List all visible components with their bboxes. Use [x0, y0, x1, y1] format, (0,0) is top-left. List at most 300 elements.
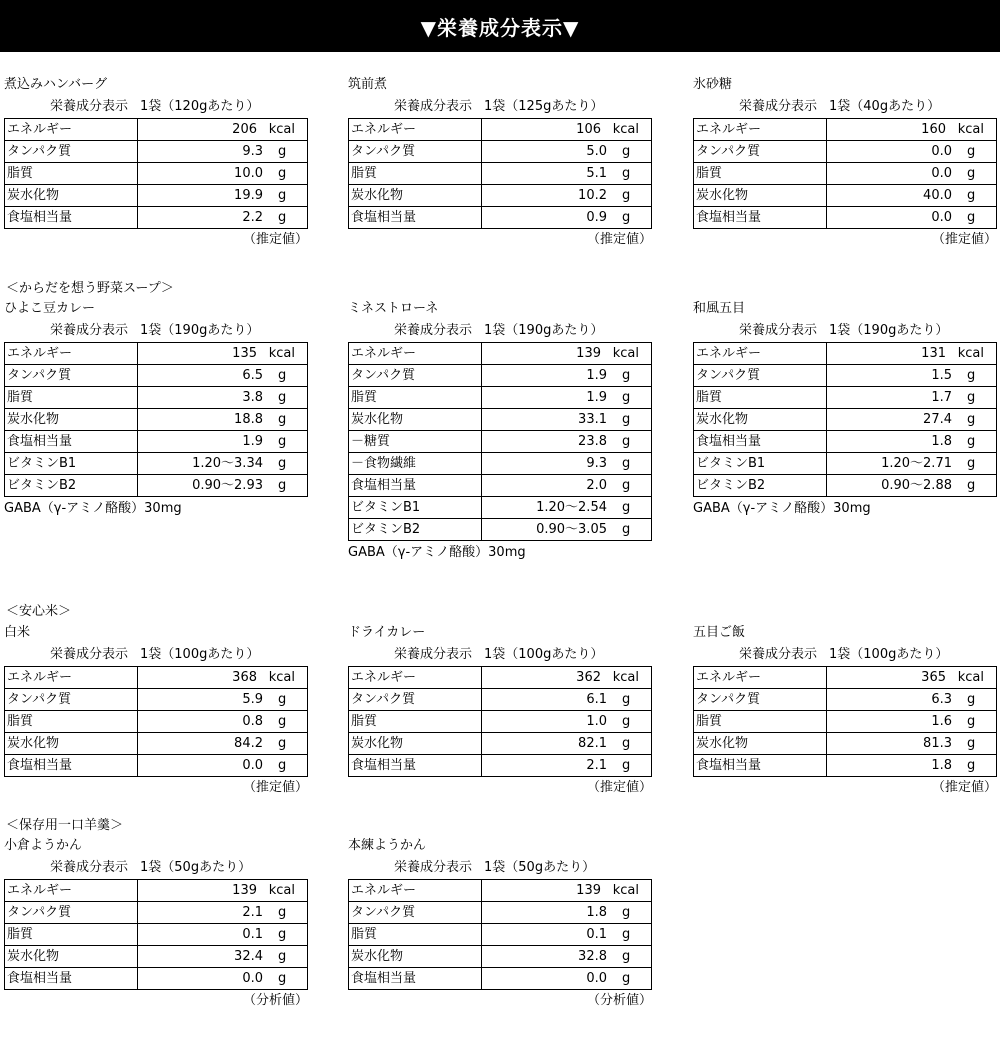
product-name: ミネストローネ — [348, 301, 439, 316]
nutrient-unit: g — [278, 927, 287, 942]
nutrient-name: タンパク質 — [349, 141, 482, 163]
gaba-note: GABA（γ-アミノ酪酸）30mg — [348, 545, 526, 560]
nutrition-row — [5, 475, 308, 497]
nutrition-row — [694, 689, 997, 711]
nutrient-name: 炭水化物 — [5, 733, 138, 755]
nutrient-name: エネルギー — [5, 119, 138, 141]
nutrition-row — [5, 431, 308, 453]
gaba-note: GABA（γ-アミノ酪酸）30mg — [4, 501, 182, 516]
nutrient-value: 139 — [576, 883, 601, 898]
nutrient-unit: g — [622, 390, 631, 405]
nutrient-value-cell — [138, 902, 308, 924]
nutrient-value-cell — [827, 755, 997, 777]
nutrient-unit: g — [622, 736, 631, 751]
product-name: 氷砂糖 — [693, 77, 733, 92]
nutrient-unit: kcal — [957, 670, 984, 685]
estimate-note: （推定値） — [242, 780, 308, 795]
nutrient-value: 0.90～2.88 — [881, 478, 952, 493]
serving-label: 栄養成分表示 — [739, 323, 818, 338]
nutrient-name: 脂質 — [5, 924, 138, 946]
nutrient-value: 1.20～3.34 — [192, 456, 263, 471]
nutrient-value-cell — [482, 497, 652, 519]
nutrition-row — [694, 755, 997, 777]
nutrition-row — [349, 475, 652, 497]
nutrient-value-cell — [138, 453, 308, 475]
nutrient-unit: g — [967, 144, 976, 159]
nutrient-unit: g — [967, 434, 976, 449]
nutrient-name: 脂質 — [349, 924, 482, 946]
nutrient-unit: g — [622, 500, 631, 515]
nutrient-name: タンパク質 — [349, 902, 482, 924]
nutrition-row — [694, 365, 997, 387]
product-block — [4, 75, 310, 251]
nutrient-unit: g — [278, 971, 287, 986]
nutrition-row — [5, 946, 308, 968]
nutrition-row — [349, 387, 652, 409]
product-block — [348, 75, 654, 251]
nutrient-name: エネルギー — [694, 667, 827, 689]
nutrition-table — [4, 118, 308, 229]
nutrition-row — [349, 880, 652, 902]
nutrient-value: 84.2 — [234, 736, 263, 751]
section-heading: ＜安心米＞ — [6, 604, 72, 619]
product-name: 筑前煮 — [348, 77, 388, 92]
nutrient-name: エネルギー — [349, 119, 482, 141]
nutrient-unit: kcal — [957, 122, 984, 137]
nutrient-name: タンパク質 — [5, 902, 138, 924]
nutrient-name: 脂質 — [694, 387, 827, 409]
nutrient-unit: g — [622, 949, 631, 964]
nutrient-value-cell — [138, 141, 308, 163]
nutrient-unit: g — [967, 736, 976, 751]
nutrition-row — [5, 365, 308, 387]
nutrition-row — [349, 409, 652, 431]
nutrient-name: 炭水化物 — [349, 733, 482, 755]
nutrient-value: 9.3 — [242, 144, 263, 159]
nutrition-row — [5, 667, 308, 689]
nutrient-value: 6.5 — [242, 368, 263, 383]
nutrient-value-cell — [138, 475, 308, 497]
nutrient-name: タンパク質 — [694, 141, 827, 163]
nutrient-unit: g — [278, 390, 287, 405]
nutrient-value-cell — [138, 689, 308, 711]
nutrient-name: エネルギー — [349, 343, 482, 365]
nutrient-value: 32.4 — [234, 949, 263, 964]
nutrition-table — [348, 118, 652, 229]
serving-size: 1袋（100gあたり） — [829, 647, 949, 662]
nutrient-value: 1.8 — [931, 758, 952, 773]
nutrient-unit: g — [622, 971, 631, 986]
nutrient-value-cell — [138, 968, 308, 990]
nutrient-value-cell — [482, 365, 652, 387]
product-name: ドライカレー — [348, 625, 426, 640]
nutrient-value: 1.6 — [931, 714, 952, 729]
nutrient-unit: g — [278, 434, 287, 449]
nutrient-unit: g — [967, 714, 976, 729]
product-name: 小倉ようかん — [4, 838, 83, 853]
nutrient-value-cell — [482, 119, 652, 141]
serving-size: 1袋（50gあたり） — [484, 860, 596, 875]
nutrition-row — [5, 185, 308, 207]
nutrition-row — [349, 207, 652, 229]
nutrient-value-cell — [138, 711, 308, 733]
estimate-note: （推定値） — [586, 232, 652, 247]
nutrient-name: 食塩相当量 — [349, 475, 482, 497]
nutrient-unit: kcal — [268, 670, 295, 685]
nutrient-value: 5.0 — [586, 144, 607, 159]
nutrient-value-cell — [827, 409, 997, 431]
nutrition-row — [694, 141, 997, 163]
nutrition-row — [349, 119, 652, 141]
nutrient-value-cell — [827, 119, 997, 141]
product-block — [4, 623, 310, 799]
nutrition-row — [694, 431, 997, 453]
nutrient-unit: g — [622, 927, 631, 942]
serving-label: 栄養成分表示 — [394, 99, 473, 114]
nutrition-row — [5, 968, 308, 990]
product-name: 本練ようかん — [348, 838, 427, 853]
nutrient-value: 19.9 — [234, 188, 263, 203]
serving-line — [348, 856, 654, 879]
nutrient-value: 135 — [232, 346, 257, 361]
nutrient-value-cell — [827, 163, 997, 185]
serving-label: 栄養成分表示 — [394, 647, 473, 662]
nutrient-value: 0.0 — [242, 971, 263, 986]
nutrient-unit: kcal — [612, 122, 639, 137]
nutrition-table — [693, 118, 997, 229]
nutrient-value: 106 — [576, 122, 601, 137]
nutrition-row — [694, 711, 997, 733]
nutrient-value-cell — [827, 667, 997, 689]
nutrient-value-cell — [482, 946, 652, 968]
serving-line — [4, 856, 310, 879]
nutrition-table — [693, 666, 997, 777]
nutrient-unit: g — [622, 905, 631, 920]
nutrient-value: 0.0 — [931, 210, 952, 225]
nutrient-value: 18.8 — [234, 412, 263, 427]
serving-label: 栄養成分表示 — [50, 323, 129, 338]
nutrient-unit: g — [278, 456, 287, 471]
nutrition-row — [349, 185, 652, 207]
nutrient-unit: g — [622, 714, 631, 729]
nutrient-name: タンパク質 — [694, 365, 827, 387]
nutrient-unit: g — [278, 714, 287, 729]
serving-size: 1袋（190gあたり） — [484, 323, 604, 338]
nutrient-value: 2.1 — [586, 758, 607, 773]
page-banner: ▼栄養成分表示▼ — [0, 0, 1000, 52]
estimate-note: （推定値） — [931, 232, 997, 247]
nutrient-unit: g — [622, 368, 631, 383]
nutrient-value: 0.0 — [586, 971, 607, 986]
nutrition-table — [4, 342, 308, 497]
nutrient-value-cell — [827, 141, 997, 163]
nutrient-unit: g — [967, 692, 976, 707]
nutrition-row — [349, 733, 652, 755]
nutrient-value: 5.9 — [242, 692, 263, 707]
nutrition-row — [349, 497, 652, 519]
nutrient-value: 0.0 — [242, 758, 263, 773]
nutrient-value-cell — [138, 880, 308, 902]
nutrition-row — [5, 387, 308, 409]
nutrient-value: 6.1 — [586, 692, 607, 707]
nutrient-unit: g — [622, 144, 631, 159]
nutrient-name: 食塩相当量 — [694, 431, 827, 453]
nutrient-unit: g — [622, 166, 631, 181]
nutrient-name: エネルギー — [694, 119, 827, 141]
nutrient-value: 160 — [921, 122, 946, 137]
nutrient-value-cell — [827, 453, 997, 475]
nutrient-value-cell — [482, 924, 652, 946]
nutrient-name: －糖質 — [349, 431, 482, 453]
nutrient-unit: g — [967, 166, 976, 181]
nutrition-row — [349, 755, 652, 777]
serving-size: 1袋（100gあたり） — [140, 647, 260, 662]
nutrient-unit: g — [278, 736, 287, 751]
nutrient-value-cell — [482, 207, 652, 229]
product-block — [348, 836, 654, 1012]
nutrient-name: エネルギー — [5, 880, 138, 902]
product-block — [348, 623, 654, 799]
nutrition-row — [694, 409, 997, 431]
nutrient-value-cell — [827, 431, 997, 453]
nutrient-name: 食塩相当量 — [694, 755, 827, 777]
serving-size: 1袋（40gあたり） — [829, 99, 941, 114]
nutrient-value: 139 — [232, 883, 257, 898]
product-name: 和風五目 — [693, 301, 746, 316]
nutrient-value: 23.8 — [578, 434, 607, 449]
nutrient-value-cell — [827, 207, 997, 229]
nutrition-row — [349, 689, 652, 711]
nutrition-row — [5, 902, 308, 924]
nutrient-name: 食塩相当量 — [5, 431, 138, 453]
nutrition-row — [5, 453, 308, 475]
product-block — [693, 75, 999, 251]
nutrient-value-cell — [482, 453, 652, 475]
product-block — [348, 299, 654, 564]
nutrient-unit: g — [967, 210, 976, 225]
nutrient-unit: g — [622, 412, 631, 427]
nutrient-unit: kcal — [268, 346, 295, 361]
nutrition-row — [349, 902, 652, 924]
nutrition-row — [349, 365, 652, 387]
serving-label: 栄養成分表示 — [394, 323, 473, 338]
product-block — [693, 299, 999, 520]
nutrient-name: 脂質 — [349, 711, 482, 733]
nutrient-value-cell — [482, 968, 652, 990]
nutrition-row — [5, 343, 308, 365]
nutrient-name: エネルギー — [5, 343, 138, 365]
nutrition-row — [694, 667, 997, 689]
nutrient-name: タンパク質 — [5, 141, 138, 163]
nutrient-name: タンパク質 — [694, 689, 827, 711]
nutrient-unit: g — [967, 758, 976, 773]
nutrient-value-cell — [138, 343, 308, 365]
gaba-note: GABA（γ-アミノ酪酸）30mg — [693, 501, 871, 516]
serving-size: 1袋（190gあたり） — [829, 323, 949, 338]
nutrient-name: 食塩相当量 — [349, 968, 482, 990]
nutrient-unit: g — [622, 188, 631, 203]
nutrient-value-cell — [827, 387, 997, 409]
nutrient-unit: g — [278, 412, 287, 427]
nutrition-row — [349, 968, 652, 990]
serving-line — [348, 319, 654, 342]
nutrient-value-cell — [482, 667, 652, 689]
product-name: 煮込みハンバーグ — [4, 77, 108, 92]
nutrient-name: 炭水化物 — [349, 409, 482, 431]
nutrient-name: 炭水化物 — [349, 185, 482, 207]
nutrient-value: 1.8 — [931, 434, 952, 449]
product-block — [693, 623, 999, 799]
nutrient-name: タンパク質 — [5, 365, 138, 387]
nutrient-name: 炭水化物 — [694, 409, 827, 431]
nutrient-unit: g — [622, 478, 631, 493]
nutrient-name: －食物繊維 — [349, 453, 482, 475]
nutrient-unit: g — [622, 758, 631, 773]
nutrient-value-cell — [482, 755, 652, 777]
estimate-note: （分析値） — [586, 993, 652, 1008]
nutrient-value-cell — [482, 689, 652, 711]
nutrition-row — [349, 946, 652, 968]
nutrition-row — [694, 733, 997, 755]
nutrition-row — [694, 343, 997, 365]
nutrient-value: 6.3 — [931, 692, 952, 707]
nutrient-value: 0.90～2.93 — [192, 478, 263, 493]
nutrient-unit: kcal — [268, 122, 295, 137]
nutrient-value-cell — [138, 946, 308, 968]
nutrient-unit: g — [278, 905, 287, 920]
nutrient-value: 0.1 — [242, 927, 263, 942]
nutrient-value: 10.2 — [578, 188, 607, 203]
nutrient-value-cell — [482, 431, 652, 453]
nutrient-value: 1.9 — [586, 390, 607, 405]
nutrient-name: タンパク質 — [349, 365, 482, 387]
serving-size: 1袋（100gあたり） — [484, 647, 604, 662]
nutrient-value: 81.3 — [923, 736, 952, 751]
nutrient-value-cell — [482, 519, 652, 541]
nutrient-value: 1.7 — [931, 390, 952, 405]
nutrient-unit: g — [967, 188, 976, 203]
serving-label: 栄養成分表示 — [50, 647, 129, 662]
nutrition-row — [694, 453, 997, 475]
section-heading: ＜からだを想う野菜スープ＞ — [6, 281, 174, 296]
serving-label: 栄養成分表示 — [50, 99, 129, 114]
nutrient-name: エネルギー — [694, 343, 827, 365]
nutrient-value-cell — [482, 733, 652, 755]
serving-label: 栄養成分表示 — [394, 860, 473, 875]
nutrient-value: 32.8 — [578, 949, 607, 964]
nutrient-value: 365 — [921, 670, 946, 685]
nutrient-value: 1.0 — [586, 714, 607, 729]
nutrient-value-cell — [482, 163, 652, 185]
serving-label: 栄養成分表示 — [50, 860, 129, 875]
nutrition-row — [5, 119, 308, 141]
estimate-note: （推定値） — [242, 232, 308, 247]
serving-line — [348, 95, 654, 118]
nutrient-value-cell — [482, 475, 652, 497]
nutrition-row — [694, 163, 997, 185]
nutrition-row — [349, 343, 652, 365]
product-name: ひよこ豆カレー — [4, 301, 96, 316]
nutrient-value: 1.20～2.71 — [881, 456, 952, 471]
nutrition-row — [5, 711, 308, 733]
nutrient-value-cell — [482, 343, 652, 365]
nutrient-unit: g — [278, 368, 287, 383]
nutrient-value-cell — [138, 163, 308, 185]
serving-line — [348, 643, 654, 666]
nutrient-name: エネルギー — [349, 880, 482, 902]
nutrition-row — [5, 733, 308, 755]
nutrient-name: 炭水化物 — [694, 185, 827, 207]
nutrient-name: タンパク質 — [349, 689, 482, 711]
nutrient-unit: g — [278, 758, 287, 773]
nutrient-value: 0.8 — [242, 714, 263, 729]
nutrient-value-cell — [482, 409, 652, 431]
nutrition-table — [693, 342, 997, 497]
nutrient-name: 食塩相当量 — [5, 968, 138, 990]
nutrient-name: エネルギー — [349, 667, 482, 689]
nutrient-value: 362 — [576, 670, 601, 685]
serving-line — [4, 319, 310, 342]
nutrient-value: 139 — [576, 346, 601, 361]
estimate-note: （推定値） — [931, 780, 997, 795]
nutrient-value: 368 — [232, 670, 257, 685]
nutrition-table — [348, 342, 652, 541]
nutrient-unit: g — [967, 368, 976, 383]
nutrition-row — [5, 163, 308, 185]
nutrient-value: 27.4 — [923, 412, 952, 427]
nutrition-row — [694, 185, 997, 207]
nutrient-name: 食塩相当量 — [5, 207, 138, 229]
nutrient-value-cell — [138, 667, 308, 689]
nutrient-value-cell — [138, 365, 308, 387]
nutrient-unit: g — [278, 166, 287, 181]
nutrient-value-cell — [138, 387, 308, 409]
nutrient-name: 炭水化物 — [694, 733, 827, 755]
nutrition-table — [4, 666, 308, 777]
nutrient-unit: kcal — [612, 883, 639, 898]
nutrition-row — [5, 689, 308, 711]
nutrient-value: 5.1 — [586, 166, 607, 181]
nutrient-unit: kcal — [612, 670, 639, 685]
nutrient-name: 食塩相当量 — [349, 207, 482, 229]
serving-size: 1袋（120gあたり） — [140, 99, 260, 114]
nutrient-name: 炭水化物 — [349, 946, 482, 968]
nutrient-name: ビタミンB2 — [5, 475, 138, 497]
nutrient-value-cell — [138, 431, 308, 453]
nutrient-value: 0.0 — [931, 144, 952, 159]
nutrition-row — [349, 519, 652, 541]
nutrient-unit: g — [278, 210, 287, 225]
nutrient-name: ビタミンB1 — [5, 453, 138, 475]
nutrient-value-cell — [827, 343, 997, 365]
nutrient-name: ビタミンB1 — [694, 453, 827, 475]
serving-line — [693, 643, 999, 666]
nutrition-row — [5, 207, 308, 229]
nutrition-row — [349, 431, 652, 453]
nutrient-name: 脂質 — [694, 711, 827, 733]
nutrition-table — [348, 879, 652, 990]
nutrient-value-cell — [827, 733, 997, 755]
nutrient-unit: g — [278, 478, 287, 493]
nutrient-unit: g — [622, 522, 631, 537]
estimate-note: （推定値） — [586, 780, 652, 795]
nutrient-value-cell — [827, 689, 997, 711]
nutrient-name: タンパク質 — [5, 689, 138, 711]
nutrient-name: エネルギー — [5, 667, 138, 689]
nutrient-value-cell — [138, 755, 308, 777]
nutrient-value-cell — [482, 141, 652, 163]
nutrient-unit: g — [967, 412, 976, 427]
